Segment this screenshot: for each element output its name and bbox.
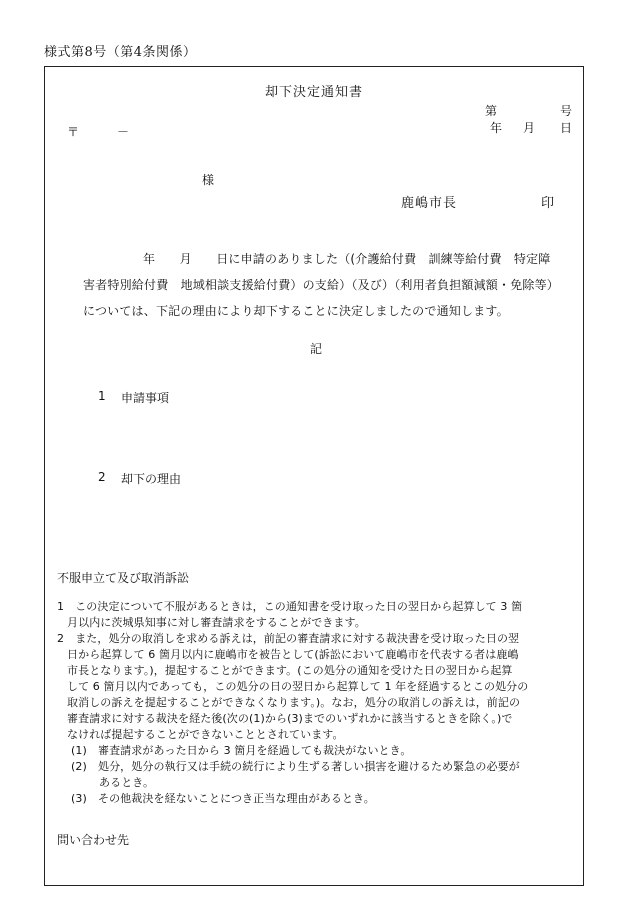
doc-number-prefix: 第 <box>485 104 498 118</box>
issuer-name: 鹿嶋市長 <box>401 196 458 211</box>
body-line: 害者特別給付費 地域相談支援給付費）の支給）（及び）（利用者負担額減額・免除等） <box>83 278 560 292</box>
appeal-line: して 6 箇月以内であっても，この処分の日の翌日から起算して 1 年を経過するとこの処分の <box>67 680 529 693</box>
notice-frame <box>44 66 584 886</box>
appeal-text <box>57 599 579 807</box>
item-number: 2 <box>98 470 106 484</box>
appeal-line: 1 この決定について不服があるときは，この通知書を受け取った日の翌日から起算して 3 箇 <box>57 600 523 613</box>
appeal-line: 市長となります。)，提起することができます。(この処分の通知を受けた日の翌日から起算 <box>67 664 513 677</box>
item-label-application: 申請事項 <box>121 391 170 405</box>
appeal-line: 2 また，処分の取消しを求める訴えは，前記の審査請求に対する裁決書を受け取った日の翌 <box>57 632 520 645</box>
issuer-seal: 印 <box>541 196 555 211</box>
appeal-subitem: (2) 処分，処分の執行又は手続の続行により生ずる著しい損害を避けるため緊急の必要が <box>71 760 520 773</box>
appeal-heading: 不服申立て及び取消訴訟 <box>57 571 190 585</box>
postal-dash: － <box>117 125 130 139</box>
notice-body <box>83 246 578 324</box>
body-line: 年 月 日に申請のありました（(介護給付費 訓練等給付費 特定障 <box>143 252 551 266</box>
ki-marker: 記 <box>310 342 323 356</box>
contact-label: 問い合わせ先 <box>57 833 130 847</box>
item-number: 1 <box>98 389 106 403</box>
appeal-line: 日から起算して 6 箇月以内に鹿嶋市を被告として(訴訟において鹿嶋市を代表する者は鹿嶋 <box>67 648 519 661</box>
appeal-subitem: あるとき。 <box>99 776 155 789</box>
document-title: 却下決定通知書 <box>264 85 363 100</box>
appeal-subitem: (1) 審査請求があった日から 3 箇月を経過しても裁決がないとき。 <box>71 744 412 757</box>
appeal-subitem: (3) その他裁決を経ないことにつき正当な理由があるとき。 <box>71 792 375 805</box>
doc-number-suffix: 号 <box>560 104 573 118</box>
form-number: 様式第8号（第4条関係） <box>44 45 197 60</box>
appeal-line: 月以内に茨城県知事に対し審査請求をすることができます。 <box>67 616 366 629</box>
date-month: 月 <box>523 121 536 135</box>
appeal-line: 審査請求に対する裁決を経た後(次の(1)から(3)までのいずれかに該当するときを除く。)で <box>67 712 513 725</box>
date-year: 年 <box>490 121 503 135</box>
date-day: 日 <box>560 121 573 135</box>
item-label-reason: 却下の理由 <box>121 472 182 486</box>
postal-mark: 〒 <box>67 125 80 139</box>
body-line: については、下記の理由により却下することに決定しましたので通知します。 <box>83 304 509 318</box>
recipient-suffix: 様 <box>202 173 215 187</box>
appeal-line: 取消しの訴えを提起することができなくなります。)。なお，処分の取消しの訴えは，前記の <box>67 696 521 709</box>
appeal-line: なければ提起することができないこととされています。 <box>67 728 344 741</box>
